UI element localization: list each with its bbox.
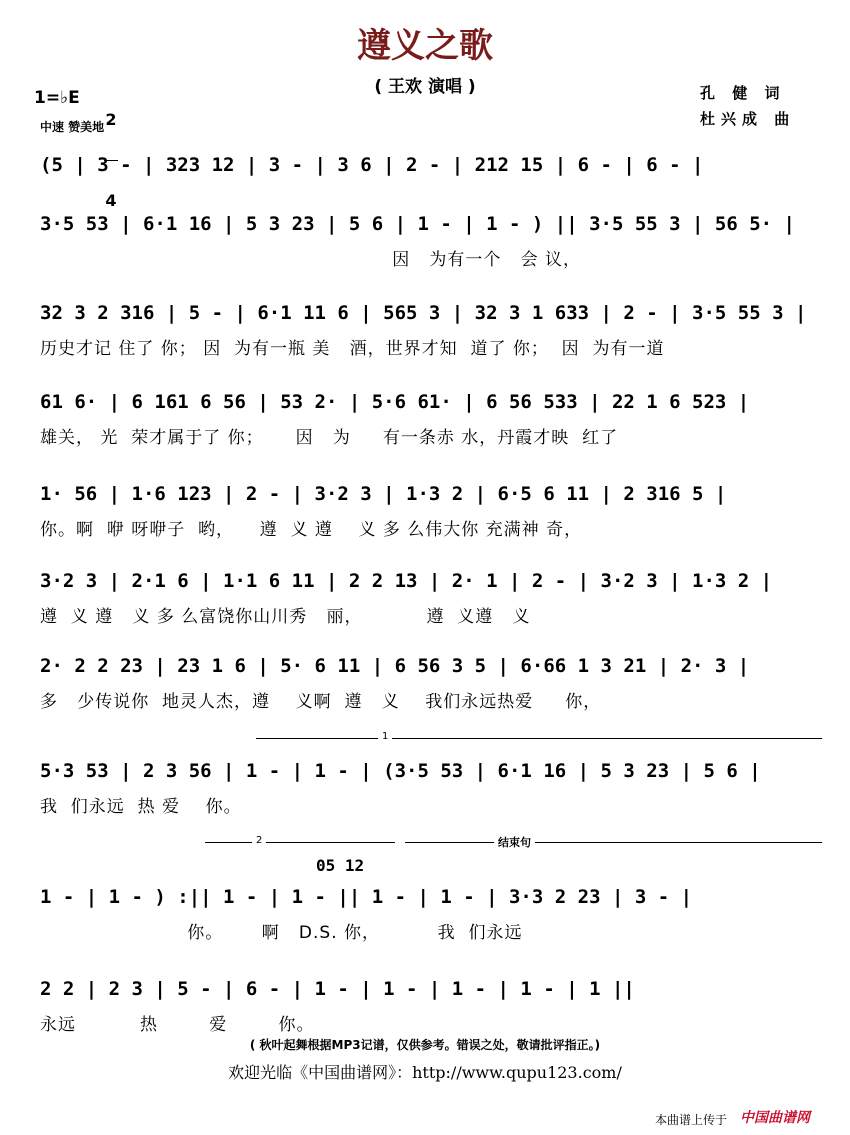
notation-line: 32 3 2 316 | 5 - | 6·1 11 6 | 565 3 | 32 3 1 633 | 2 - | 3·5 55 3 | bbox=[40, 302, 807, 324]
first-ending-bracket bbox=[256, 738, 822, 739]
lyric-line: 永远 热 爱 你。 bbox=[40, 1015, 315, 1035]
notation-line: 1· 56 | 1·6 123 | 2 - | 3·2 3 | 1·3 2 | 6·5 6 11 | 2 316 5 | bbox=[40, 483, 727, 505]
second-ending-label: 2 bbox=[252, 835, 266, 846]
lyric-line: 因 为有一个 会 议， bbox=[40, 250, 582, 270]
lyric-line: 你。啊 咿 呀咿子 哟， 遵 义 遵 义 多 么伟大你 充满神 奇， bbox=[40, 520, 583, 540]
lyric-line: 历史才记 住了 你； 因 为有一瓶 美 酒，世界才知 道了 你； 因 为有一道 bbox=[40, 339, 665, 359]
lyric-line: 雄关， 光 荣才属于了 你； 因 为 有一条赤 水，丹霞才映 红了 bbox=[40, 428, 619, 448]
song-title: 遵义之歌 bbox=[357, 26, 493, 66]
first-ending-label: 1 bbox=[378, 731, 392, 742]
lyricist-credit: 孔 健 词 bbox=[700, 84, 786, 102]
notation-line: 2 2 | 2 3 | 5 - | 6 - | 1 - | 1 - | 1 - | 1 - | 1 || bbox=[40, 978, 635, 1000]
tempo-marking: 中速 赞美地 bbox=[40, 120, 105, 134]
notation-line: 61 6· | 6 161 6 56 | 53 2· | 5·6 61· | 6 56 533 | 22 1 6 523 | bbox=[40, 391, 750, 413]
lyric-line: 遵 义 遵 义 多 么富饶你山川秀 丽， 遵 义遵 义 bbox=[40, 607, 531, 627]
singer-credit: ( 王欢 演唱 ) bbox=[374, 77, 476, 97]
key-signature: 1=♭E bbox=[34, 88, 80, 108]
lyric-line: 多 少传说你 地灵人杰，遵 义啊 遵 义 我们永远热爱 你， bbox=[40, 692, 602, 712]
ornament-notes: 05 12 bbox=[316, 856, 365, 875]
site-welcome-link[interactable]: 欢迎光临《中国曲谱网》：http://www.qupu123.com/ bbox=[228, 1063, 622, 1082]
notation-line: 1 - | 1 - ) :|| 1 - | 1 - || 1 - | 1 - | 3·3 2 23 | 3 - | bbox=[40, 886, 693, 908]
coda-label: 结束句 bbox=[494, 834, 535, 850]
composer-credit: 杜兴成 曲 bbox=[700, 110, 796, 128]
notation-line: 3·5 53 | 6·1 16 | 5 3 23 | 5 6 | 1 - | 1 - ) || 3·5 55 3 | 56 5· | bbox=[40, 213, 795, 235]
upload-text: 本曲谱上传于 bbox=[655, 1113, 728, 1127]
site-logo[interactable]: 中国曲谱网 bbox=[740, 1110, 810, 1126]
second-ending-bracket bbox=[205, 842, 395, 843]
coda-bracket bbox=[405, 842, 822, 843]
time-numerator: 2 bbox=[105, 110, 117, 129]
notation-line: 3·2 3 | 2·1 6 | 1·1 6 11 | 2 2 13 | 2· 1 | 2 - | 3·2 3 | 1·3 2 | bbox=[40, 570, 773, 592]
notation-line: (5 | 3 - | 323 12 | 3 - | 3 6 | 2 - | 212 15 | 6 - | 6 - | bbox=[40, 154, 704, 176]
transcriber-note: ( 秋叶起舞根据MP3记谱，仅供参考。错误之处，敬请批评指正。) bbox=[249, 1038, 601, 1052]
notation-line: 2· 2 2 23 | 23 1 6 | 5· 6 11 | 6 56 3 5 | 6·66 1 3 21 | 2· 3 | bbox=[40, 655, 750, 677]
time-denominator: 4 bbox=[105, 191, 117, 210]
time-signature bbox=[104, 80, 118, 225]
lyric-line: 你。 啊 D.S. 你， 我 们永远 bbox=[40, 923, 523, 943]
notation-line: 5·3 53 | 2 3 56 | 1 - | 1 - | (3·5 53 | 6·1 16 | 5 3 23 | 5 6 | bbox=[40, 760, 761, 782]
lyric-line: 我 们永远 热 爱 你。 bbox=[40, 797, 242, 817]
